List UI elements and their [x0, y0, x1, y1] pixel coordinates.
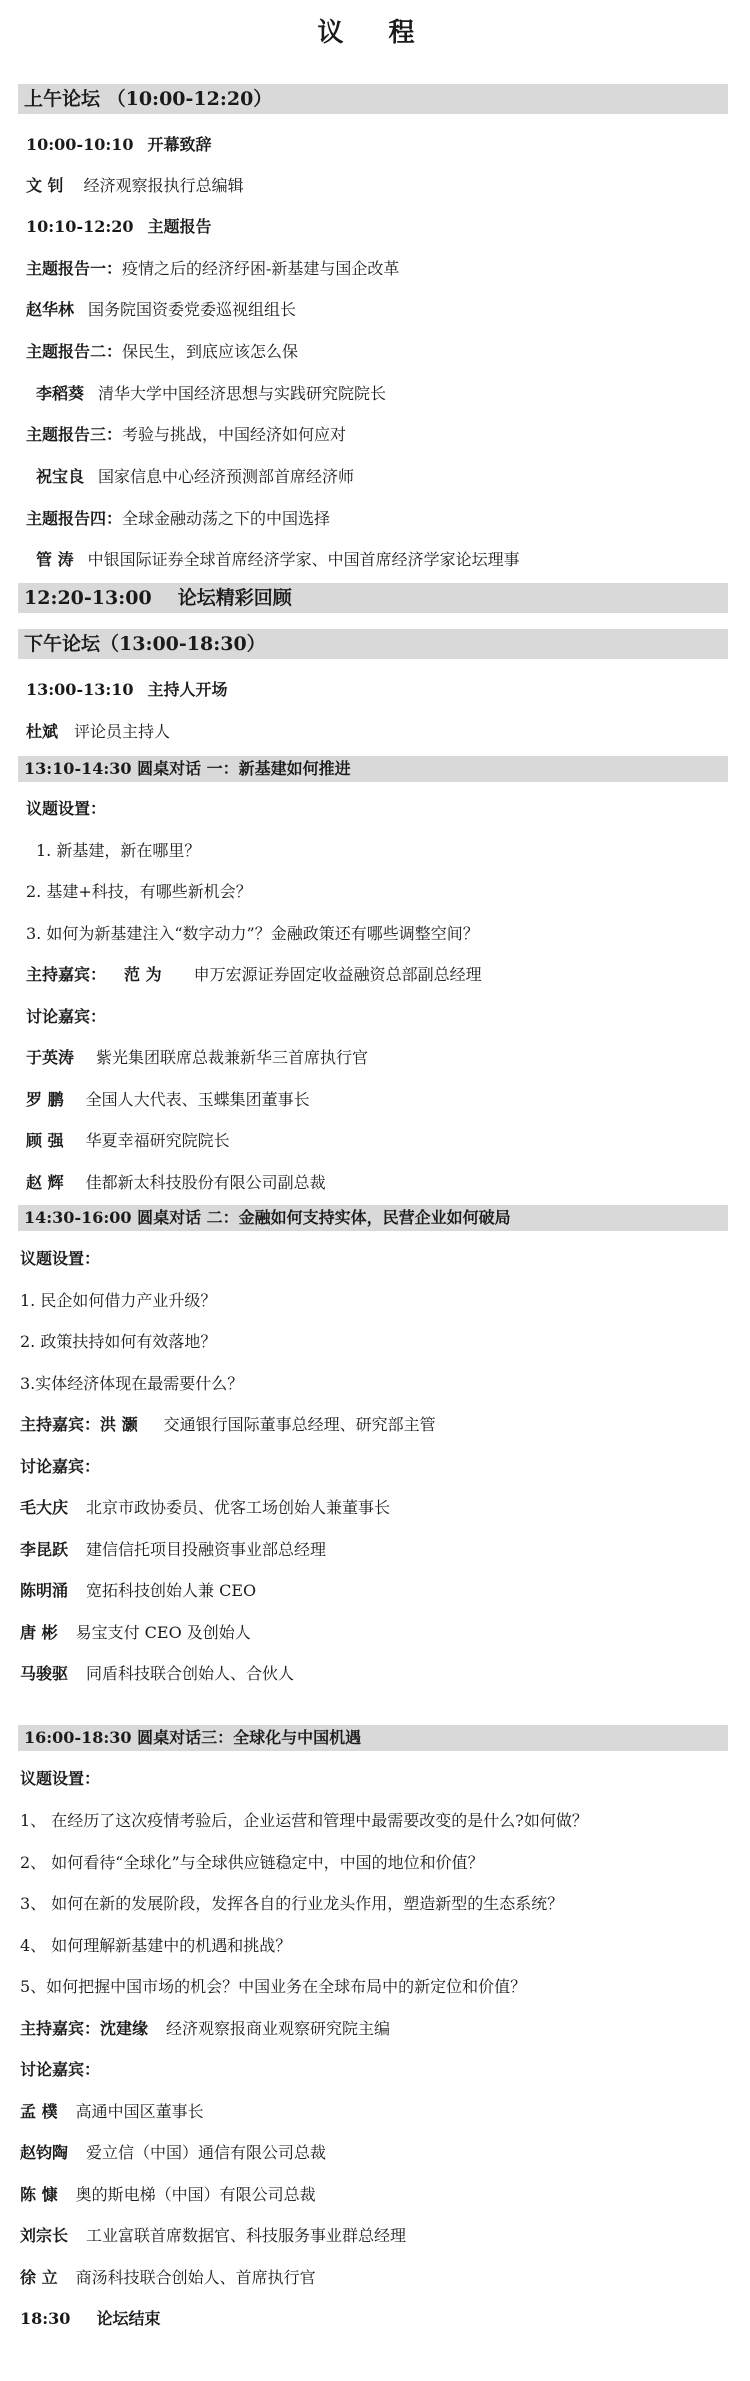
report-time: 10:10-12:20 [26, 217, 134, 236]
guest-title: 高通中国区董事长 [75, 2102, 204, 2121]
round3-topics-label: 议题设置： [20, 1769, 101, 1788]
opening-row [26, 132, 212, 155]
report-speaker-row [36, 464, 354, 487]
round3-topic: 2、 如何看待“全球化”与全球供应链稳定中，中国的地位和价值？ [20, 1853, 484, 1872]
guest-row [20, 2099, 204, 2122]
guest-title: 全国人大代表、玉蝶集团董事长 [85, 1090, 310, 1109]
guest-name: 毛大庆 [20, 1498, 69, 1517]
report-speaker-row [36, 547, 520, 570]
report-speaker-row [36, 381, 386, 404]
round3-header: 16:00-18:30 圆桌对话三：全球化与中国机遇 [18, 1725, 728, 1751]
round2-host-title: 交通银行国际董事总经理、研究部主管 [163, 1415, 436, 1434]
closing-time: 18:30 [20, 2309, 71, 2328]
report-topic-row [26, 339, 298, 362]
round2-topics-label: 议题设置： [20, 1249, 101, 1268]
round2-topic: 3.实体经济体现在最需要什么？ [20, 1374, 244, 1393]
guest-title: 紫光集团联席总裁兼新华三首席执行官 [96, 1048, 369, 1067]
round3-guests-label: 讨论嘉宾： [20, 2060, 101, 2079]
round1-host-row [26, 962, 482, 985]
host-time: 13:00-13:10 [26, 680, 134, 699]
round2-topic: 1. 民企如何借力产业升级？ [20, 1291, 217, 1310]
report-speaker: 管 涛 [36, 550, 74, 569]
guest-name: 马骏驱 [20, 1664, 69, 1683]
guest-title: 北京市政协委员、优客工场创始人兼董事长 [86, 1498, 391, 1517]
opening-time: 10:00-10:10 [26, 135, 134, 154]
guest-name: 赵钧陶 [20, 2143, 69, 2162]
report-speaker-title: 清华大学中国经济思想与实践研究院院长 [98, 384, 387, 403]
guest-name: 李昆跃 [20, 1540, 69, 1559]
report-speaker: 赵华林 [26, 300, 75, 319]
guest-name: 陈明涌 [20, 1581, 69, 1600]
guest-title: 宽拓科技创始人兼 CEO [86, 1581, 257, 1600]
review-time: 12:20-13:00 [24, 587, 152, 609]
host-person-row [26, 719, 170, 742]
guest-row [26, 1128, 230, 1151]
round1-header: 13:10-14:30 圆桌对话 一：新基建如何推进 [18, 756, 728, 782]
guest-name: 顾 强 [26, 1131, 64, 1150]
round1-topic: 3. 如何为新基建注入“数字动力”？金融政策还有哪些调整空间？ [26, 924, 479, 943]
guest-row [26, 1170, 326, 1193]
guest-name: 于英涛 [26, 1048, 75, 1067]
round2-header: 14:30-16:00 圆桌对话 二：金融如何支持实体，民营企业如何破局 [18, 1205, 728, 1231]
report-label: 主题报告四： [26, 509, 123, 528]
guest-name: 罗 鹏 [26, 1090, 64, 1109]
round1-topic: 1. 新基建，新在哪里？ [36, 841, 201, 860]
guest-name: 唐 彬 [20, 1623, 58, 1642]
round3-host-title: 经济观察报商业观察研究院主编 [166, 2019, 391, 2038]
afternoon-header: 下午论坛（13:00-18:30） [18, 629, 728, 659]
closing-row [20, 2306, 160, 2329]
report-label: 主题报告一： [26, 259, 123, 278]
guest-title: 工业富联首席数据官、科技服务事业群总经理 [86, 2226, 407, 2245]
guest-row [26, 1087, 310, 1110]
guest-row [20, 1537, 326, 1560]
guest-name: 刘宗长 [20, 2226, 69, 2245]
report-label: 主题报告 [147, 217, 212, 236]
opening-label: 开幕致辞 [147, 135, 212, 154]
guest-row [20, 2265, 316, 2288]
host-label: 主持人开场 [147, 680, 228, 699]
closing-label: 论坛结束 [96, 2309, 161, 2328]
report-topic: 保民生，到底应该怎么保 [122, 342, 299, 361]
guest-row [20, 2223, 406, 2246]
report-speaker-title: 国家信息中心经济预测部首席经济师 [98, 467, 355, 486]
opening-speaker-row [26, 173, 244, 196]
round2-host-label: 主持嘉宾：洪 灏 [20, 1415, 138, 1434]
round3-topic: 5、如何把握中国市场的机会？中国业务在全球布局中的新定位和价值？ [20, 1977, 527, 1996]
guest-name: 陈 慷 [20, 2185, 58, 2204]
page-title: 议 程 [317, 18, 433, 48]
round2-topic: 2. 政策扶持如何有效落地？ [20, 1332, 217, 1351]
guest-row [20, 1578, 256, 1601]
guest-title: 华夏幸福研究院院长 [85, 1131, 230, 1150]
guest-name: 徐 立 [20, 2268, 58, 2287]
round1-host-name: 范 为 [124, 965, 162, 984]
round1-guests-label: 讨论嘉宾： [26, 1007, 107, 1026]
guest-title: 建信信托项目投融资事业部总经理 [86, 1540, 327, 1559]
round1-host-label: 主持嘉宾： [26, 965, 107, 984]
guest-title: 奥的斯电梯（中国）有限公司总裁 [75, 2185, 316, 2204]
round3-host-label: 主持嘉宾：沈建缘 [20, 2019, 149, 2038]
report-speaker-title: 中银国际证券全球首席经济学家、中国首席经济学家论坛理事 [87, 550, 520, 569]
guest-name: 孟 樸 [20, 2102, 58, 2121]
round1-topics-label: 议题设置： [26, 799, 107, 818]
guest-title: 爱立信（中国）通信有限公司总裁 [86, 2143, 327, 2162]
guest-row [20, 2140, 326, 2163]
host-title: 评论员主持人 [74, 722, 171, 741]
guest-row [20, 2182, 316, 2205]
report-topic-row [26, 506, 330, 529]
report-speaker-row [26, 297, 296, 320]
guest-row [26, 1045, 368, 1068]
guest-title: 佳都新太科技股份有限公司副总裁 [85, 1173, 326, 1192]
report-speaker-title: 国务院国资委党委巡视组组长 [88, 300, 297, 319]
review-header [18, 583, 728, 613]
report-speaker: 李稻葵 [36, 384, 85, 403]
round3-topic: 3、 如何在新的发展阶段，发挥各自的行业龙头作用，塑造新型的生态系统？ [20, 1894, 564, 1913]
host-name: 杜斌 [26, 722, 59, 741]
report-speaker: 祝宝良 [36, 467, 85, 486]
report-topic-row [26, 256, 399, 279]
round3-host-row [20, 2016, 390, 2039]
round2-guests-label: 讨论嘉宾： [20, 1457, 101, 1476]
report-label: 主题报告三： [26, 425, 123, 444]
guest-row [20, 1661, 294, 1684]
guest-row [20, 1620, 251, 1643]
round1-host-title: 申万宏源证券固定收益融资总部副总经理 [193, 965, 482, 984]
opening-speaker-title: 经济观察报执行总编辑 [83, 176, 244, 195]
report-topic: 考验与挑战，中国经济如何应对 [122, 425, 347, 444]
guest-title: 同盾科技联合创始人、合伙人 [86, 1664, 295, 1683]
report-topic-row [26, 422, 346, 445]
round3-topic: 1、 在经历了这次疫情考验后，企业运营和管理中最需要改变的是什么?如何做？ [20, 1811, 588, 1830]
guest-name: 赵 辉 [26, 1173, 64, 1192]
guest-title: 商汤科技联合创始人、首席执行官 [75, 2268, 316, 2287]
review-label: 论坛精彩回顾 [177, 587, 292, 609]
report-topic: 疫情之后的经济纾困-新基建与国企改革 [122, 259, 400, 278]
morning-header: 上午论坛 （10:00-12:20） [18, 84, 728, 114]
round2-host-row [20, 1412, 436, 1435]
round3-topic: 4、 如何理解新基建中的机遇和挑战？ [20, 1936, 292, 1955]
opening-speaker: 文 钊 [26, 176, 64, 195]
report-topic: 全球金融动荡之下的中国选择 [122, 509, 331, 528]
round1-topic: 2. 基建+科技，有哪些新机会？ [26, 882, 252, 901]
guest-row [20, 1495, 390, 1518]
guest-title: 易宝支付 CEO 及创始人 [75, 1623, 251, 1642]
report-row [26, 214, 212, 237]
report-label: 主题报告二： [26, 342, 123, 361]
host-row [26, 677, 228, 700]
